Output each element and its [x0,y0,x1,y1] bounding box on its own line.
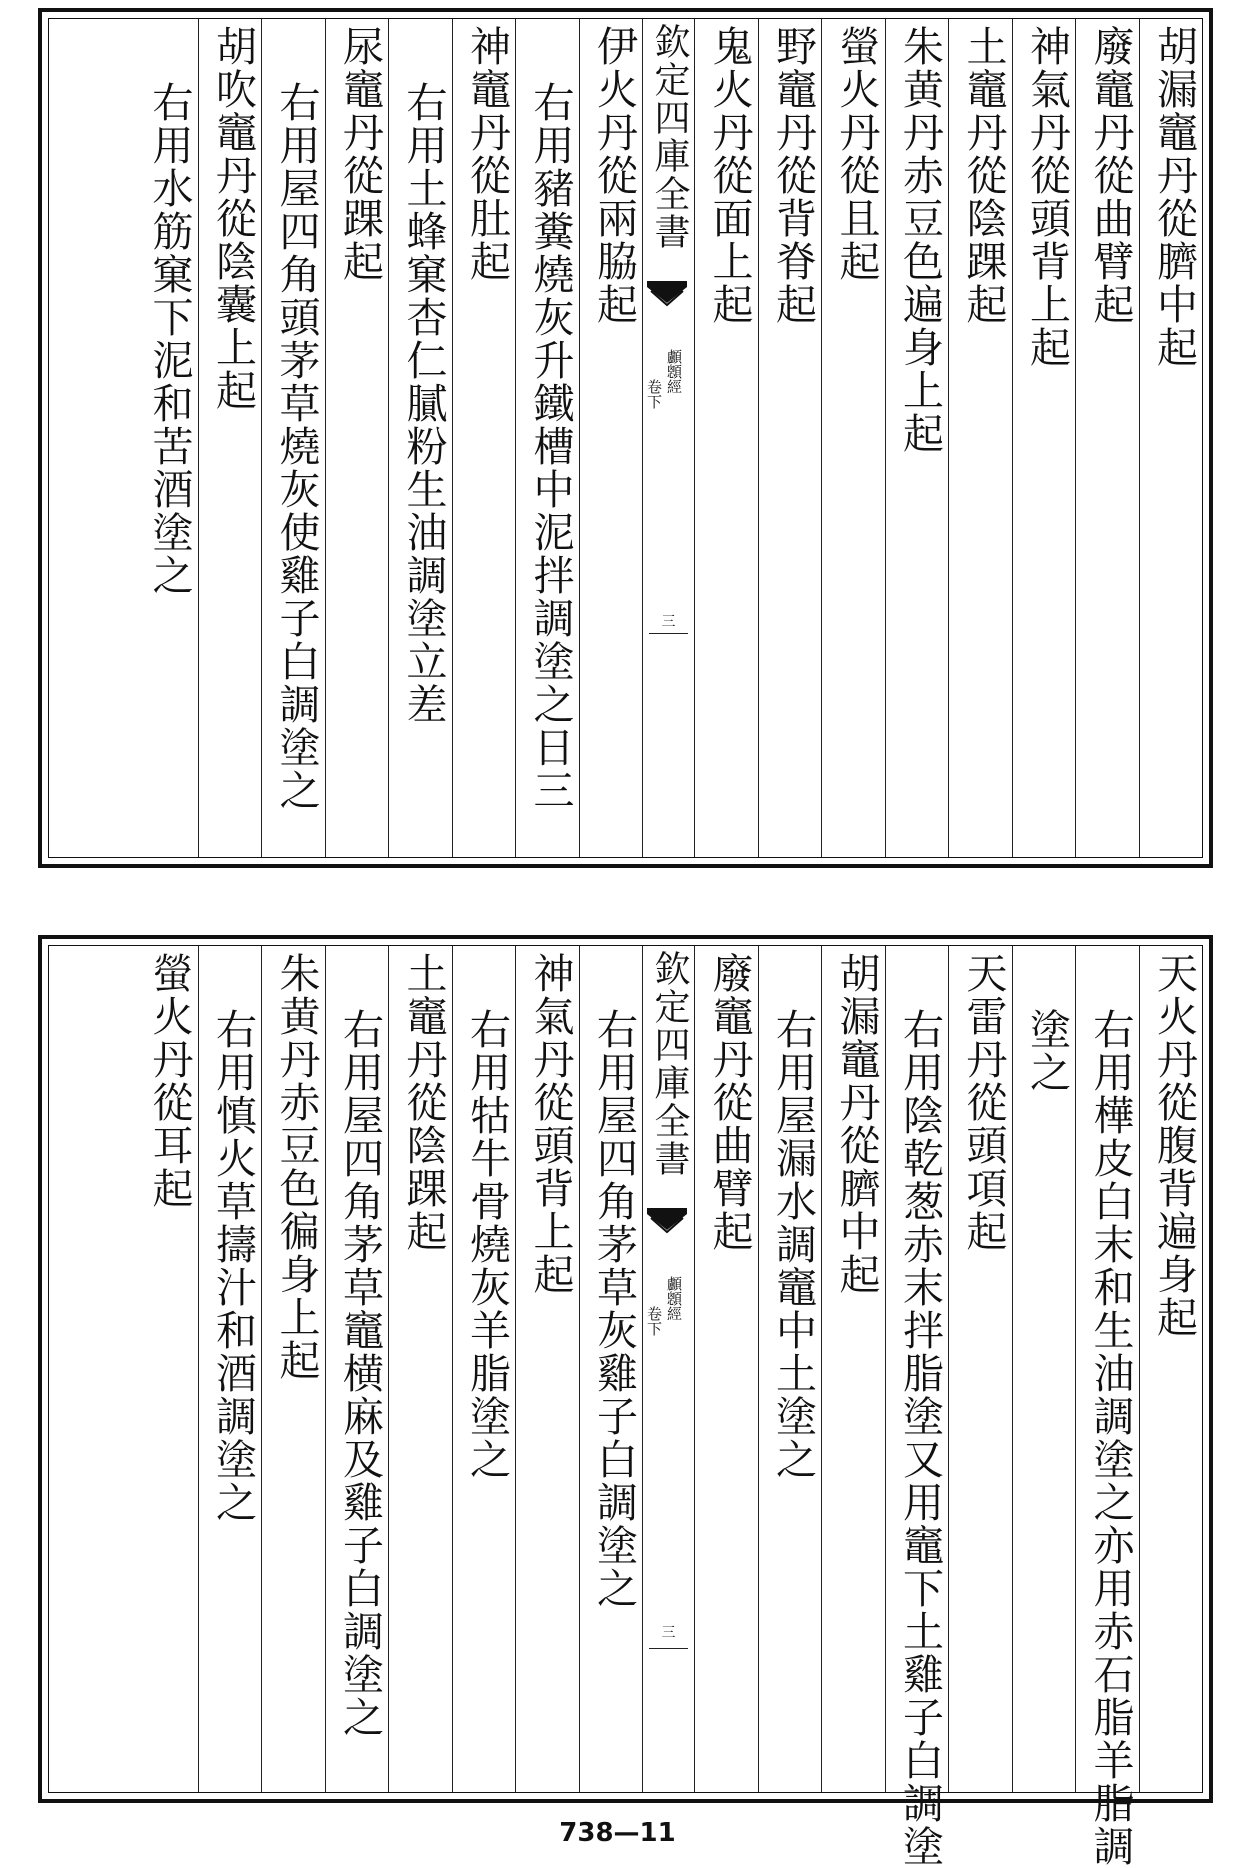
text-column [261,946,325,1792]
column-text: 右用陰乾葱赤末拌脂塗又用竈下土雞子白調塗 [896,1008,944,1868]
column-text: 塗之 [1023,1008,1071,1094]
column-text: 伊火丹從兩脇起 [590,25,638,326]
column-text: 天雷丹從頭項起 [959,952,1008,1253]
text-column [134,946,198,1792]
column-text: 右用屋四角頭茅草燒灰使雞子白調塗之 [272,81,321,812]
text-column [1139,946,1203,1792]
text-column [515,19,579,857]
text-column [1075,19,1139,857]
column-text: 野竈丹從背脊起 [769,25,817,326]
fold-book-title: 欽定四庫全書 [649,950,690,1178]
column-text: 土竈丹從陰踝起 [399,952,448,1253]
center-fold-column [642,946,694,1792]
fold-page-number: 三 [661,1625,676,1641]
fold-rule [649,1648,688,1649]
text-column [1139,19,1203,857]
text-column [325,946,389,1792]
text-column [758,946,822,1792]
text-column [388,946,452,1792]
column-text: 朱黄丹赤豆色徧身上起 [272,952,321,1382]
text-column [325,19,389,857]
text-column [1075,946,1139,1868]
column-text: 右用土蜂窠杏仁膩粉生油調塗立差 [399,81,448,726]
fold-book-name: 顱顖經 [665,349,683,394]
fold-volume: 卷下 [645,1306,663,1336]
column-text: 胡吹竈丹從陰囊上起 [209,25,257,412]
fold-book-title: 欽定四庫全書 [649,23,690,251]
column-text: 鬼火丹從面上起 [705,25,754,326]
column-text: 螢火丹從且起 [832,25,881,283]
column-text: 朱黄丹赤豆色遍身上起 [896,25,944,455]
column-text: 右用樺皮白末和生油調塗之亦用赤石脂羊脂調 [1086,1008,1135,1868]
page-panel-top [38,8,1213,868]
column-text: 右用屋四角茅草灰雞子白調塗之 [590,1008,638,1610]
column-text: 尿竈丹從踝起 [336,25,384,283]
fishtail-mark-icon [647,1208,687,1236]
text-column [948,946,1012,1792]
column-text: 右用豬糞燒灰升鐵槽中泥拌調塗之日三 [526,81,575,812]
text-column [452,946,516,1792]
column-text: 右用慎火草擣汁和酒調塗之 [209,1008,257,1524]
column-text: 廢竈丹從曲臂起 [705,952,754,1253]
column-text: 胡漏竈丹從臍中起 [832,952,881,1296]
text-column [388,19,452,857]
column-text: 右用水筋窠下泥和苦酒塗之 [145,81,194,597]
column-text: 胡漏竈丹從臍中起 [1150,25,1198,369]
column-text: 神氣丹從頭背上起 [526,952,575,1296]
text-column [452,19,516,857]
text-column [515,946,579,1792]
fold-book-name: 顱顖經 [665,1276,683,1321]
text-column [694,19,758,857]
text-column [579,946,643,1792]
fold-page-number: 三 [661,614,676,630]
text-column [1012,19,1076,857]
text-column [261,19,325,857]
text-column [579,19,643,857]
text-column [134,19,198,857]
column-text: 廢竈丹從曲臂起 [1086,25,1135,326]
text-column [948,19,1012,857]
text-column [758,19,822,857]
column-text: 天火丹從腹背遍身起 [1150,952,1198,1339]
text-column [885,946,949,1868]
text-column [694,946,758,1792]
column-text: 螢火丹從耳起 [145,952,194,1210]
center-fold-column [642,19,694,857]
text-columns-top [49,19,1202,857]
text-column [1012,946,1076,1792]
text-column [198,19,262,857]
page-frame-top [48,18,1203,858]
column-text: 右用牯牛骨燒灰羊脂塗之 [463,1008,511,1481]
text-column [821,19,885,857]
column-text: 右用屋四角茅草竈横麻及雞子白調塗之 [336,1008,384,1739]
text-column [821,946,885,1792]
page-number: 738—11 [559,1818,676,1848]
column-text: 神竈丹從肚起 [463,25,511,283]
column-text: 神氣丹從頭背上起 [1023,25,1071,369]
column-text: 土竈丹從陰踝起 [959,25,1008,326]
fold-rule [649,633,688,634]
text-column [198,946,262,1792]
fold-volume: 卷下 [645,379,663,409]
column-text: 右用屋漏水調竈中土塗之 [769,1008,817,1481]
fishtail-mark-icon [647,281,687,309]
text-column [885,19,949,857]
